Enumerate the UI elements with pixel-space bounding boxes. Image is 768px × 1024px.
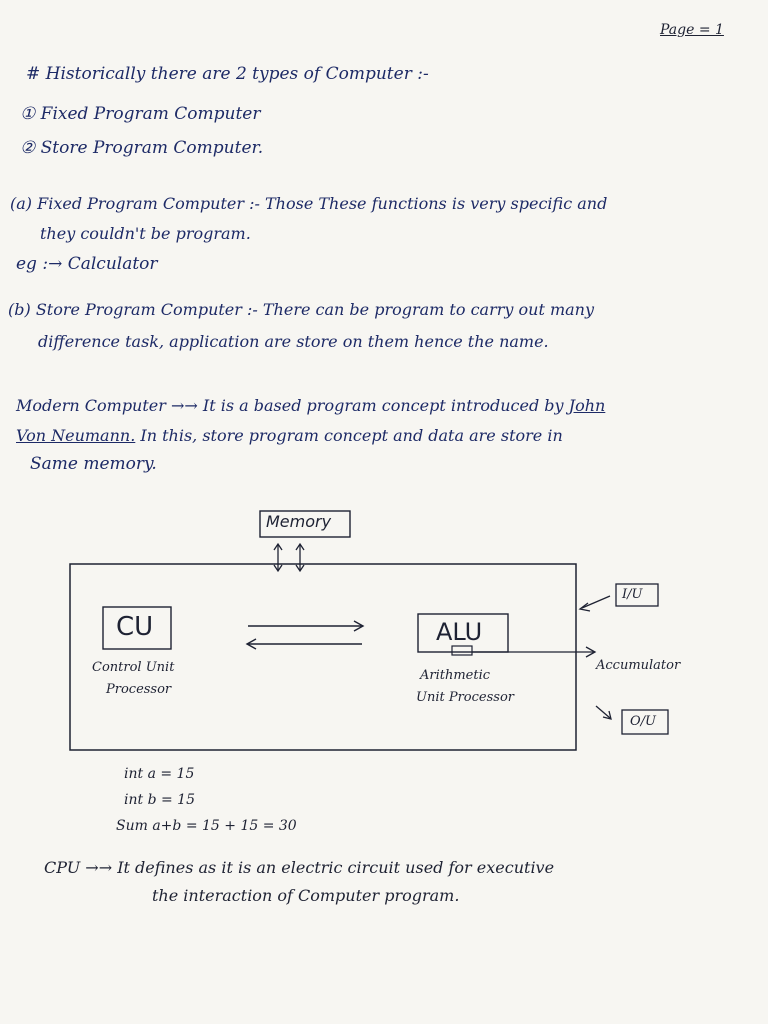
john-name: John (568, 396, 606, 415)
cu-label: CU (116, 612, 154, 642)
code-line-2: int b = 15 (124, 792, 195, 808)
modern-line-2-text: In this, store program concept and data are store in (135, 426, 563, 445)
code-line-1: int a = 15 (124, 766, 195, 782)
alu-caption-1: Arithmetic (420, 668, 491, 683)
cpu-line-1: CPU →→ It defines as it is an electric circuit used for executive (44, 858, 555, 877)
io-out-label: O/U (630, 714, 656, 729)
code-line-3: Sum a+b = 15 + 15 = 30 (116, 818, 297, 834)
type-item-2: ② Store Program Computer. (20, 138, 264, 158)
output-arrow (596, 706, 611, 719)
example-line: eg :→ Calculator (16, 254, 158, 274)
cpu-line-2: the interaction of Computer program. (152, 886, 460, 905)
memory-arrows (274, 544, 304, 571)
memory-label: Memory (266, 512, 332, 531)
alu-label: ALU (436, 618, 483, 646)
page-number: Page = 1 (660, 22, 724, 38)
accumulator-register (452, 646, 472, 655)
store-definition-line-1: (b) Store Program Computer :- There can be program to carry out many (8, 300, 595, 319)
input-arrow (580, 596, 610, 611)
modern-line-1-text: Modern Computer →→ It is a based program concept introduced by (16, 396, 569, 415)
alu-caption-2: Unit Processor (416, 690, 514, 705)
cu-caption-1: Control Unit (92, 660, 175, 675)
modern-line-3: Same memory. (30, 454, 157, 474)
store-definition-line-2: difference task, application are store on them hence the name. (38, 332, 549, 351)
cu-caption-2: Processor (106, 682, 172, 697)
io-in-label: I/U (622, 587, 643, 602)
accumulator-label: Accumulator (596, 658, 681, 673)
fixed-definition-line-1: (a) Fixed Program Computer :- Those These functions is very specific and (10, 194, 608, 213)
fixed-definition-line-2: they couldn't be program. (40, 224, 251, 243)
system-box (70, 564, 576, 750)
von-neumann-name: Von Neumann. (16, 426, 136, 445)
cu-alu-arrows (247, 621, 363, 649)
type-item-1: ① Fixed Program Computer (20, 104, 261, 124)
heading: # Historically there are 2 types of Computer :- (26, 64, 429, 84)
